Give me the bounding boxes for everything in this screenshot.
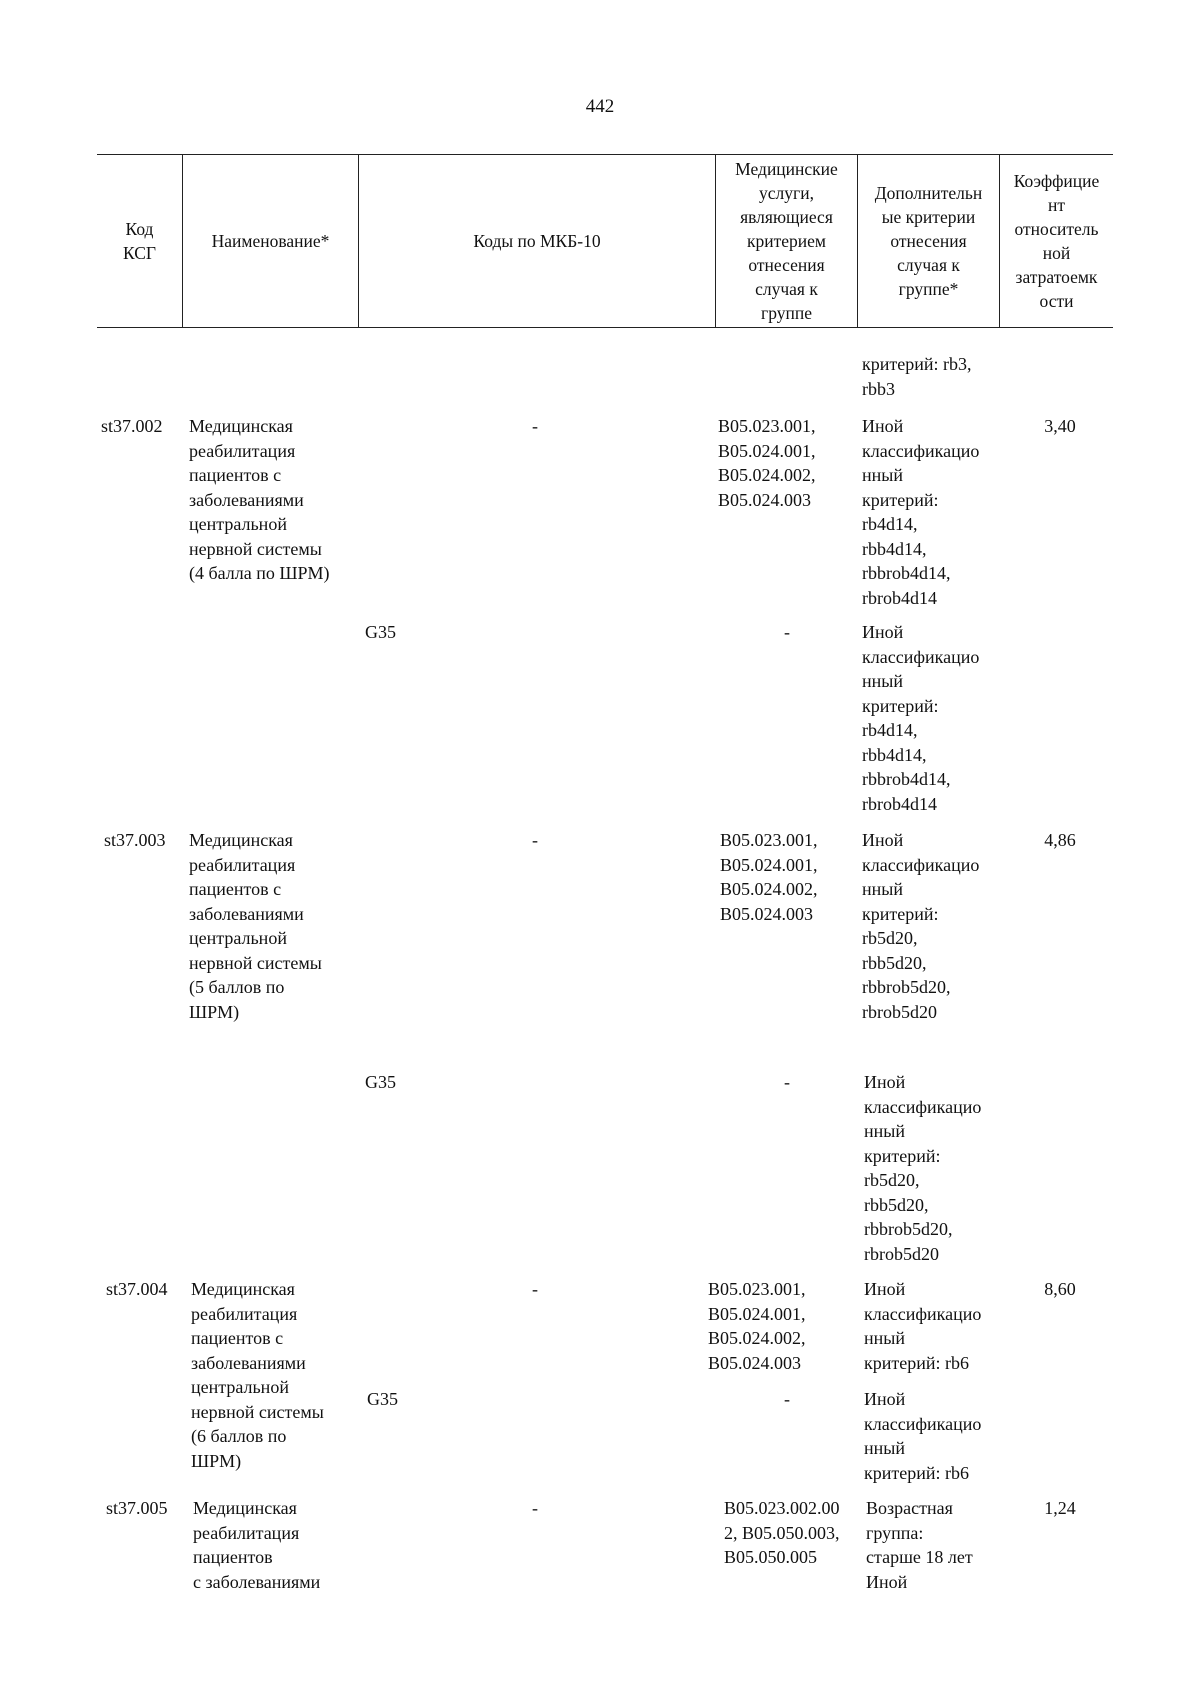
row-services: - — [784, 1389, 790, 1409]
row-code: st37.003 — [104, 830, 166, 850]
row-criteria: Иной классификацио нный критерий: rb4d14, rbb4d14, rbbrob4d14, rbrob4d14 — [862, 622, 980, 814]
row-name: Медицинская реабилитация пациентов с заболеваниями центральной нервной системы (4 балла по ШРМ) — [189, 416, 330, 583]
row-services: B05.023.002.00 2, B05.050.003, B05.050.005 — [724, 1498, 840, 1567]
row-mkb: - — [532, 830, 538, 850]
row-services: B05.023.001, B05.024.001, B05.024.002, B05.024.003 — [708, 1279, 806, 1373]
table-header — [97, 154, 1113, 328]
row-name: Медицинская реабилитация пациентов с заболеваниями — [193, 1498, 321, 1592]
header-criteria: Дополнительн ые критерии отнесения случая к группе* — [874, 183, 983, 299]
row-mkb: G35 — [367, 1389, 398, 1409]
row-mkb: G35 — [365, 622, 396, 642]
page-number: 442 — [585, 96, 615, 117]
row-coef: 8,60 — [1044, 1279, 1076, 1299]
row-mkb: G35 — [365, 1072, 396, 1092]
row-coef: 3,40 — [1044, 416, 1076, 436]
cont-criteria: критерий: rb3, rbb3 — [862, 354, 972, 399]
row-coef: 1,24 — [1044, 1498, 1076, 1518]
row-services: - — [784, 1072, 790, 1092]
row-services: B05.023.001, B05.024.001, B05.024.002, B05.024.003 — [718, 416, 816, 510]
row-criteria: Иной классификацио нный критерий: rb4d14, rbb4d14, rbbrob4d14, rbrob4d14 — [862, 416, 980, 608]
row-criteria: Иной классификацио нный критерий: rb6 — [864, 1389, 982, 1483]
header-name: Наименование* — [211, 231, 330, 251]
row-criteria: Иной классификацио нный критерий: rb5d20, rbb5d20, rbbrob5d20, rbrob5d20 — [864, 1072, 982, 1264]
header-services: Медицинские услуги, являющиеся критерием отнесения случая к группе — [735, 159, 838, 323]
row-criteria: Иной классификацио нный критерий: rb5d20, rbb5d20, rbbrob5d20, rbrob5d20 — [862, 830, 980, 1022]
row-criteria: Иной классификацио нный критерий: rb6 — [864, 1279, 982, 1373]
row-services: - — [784, 622, 790, 642]
row-code: st37.005 — [106, 1498, 168, 1518]
header-kod: Код КСГ — [122, 219, 157, 263]
row-mkb: - — [532, 416, 538, 436]
row-code: st37.004 — [106, 1279, 168, 1299]
header-coef: Коэффицие нт относитель ной затратоемк ости — [1013, 171, 1100, 311]
header-mkb: Коды по МКБ-10 — [473, 231, 601, 251]
row-services: B05.023.001, B05.024.001, B05.024.002, B05.024.003 — [720, 830, 818, 924]
row-mkb: - — [532, 1279, 538, 1299]
row-name: Медицинская реабилитация пациентов с заболеваниями центральной нервной системы (5 баллов по ШРМ) — [189, 830, 322, 1022]
row-mkb: - — [532, 1498, 538, 1518]
row-criteria: Возрастная группа: старше 18 лет Иной — [866, 1498, 973, 1592]
row-coef: 4,86 — [1044, 830, 1076, 850]
row-name: Медицинская реабилитация пациентов с заболеваниями центральной нервной системы (6 баллов по ШРМ) — [191, 1279, 324, 1471]
row-code: st37.002 — [101, 416, 163, 436]
